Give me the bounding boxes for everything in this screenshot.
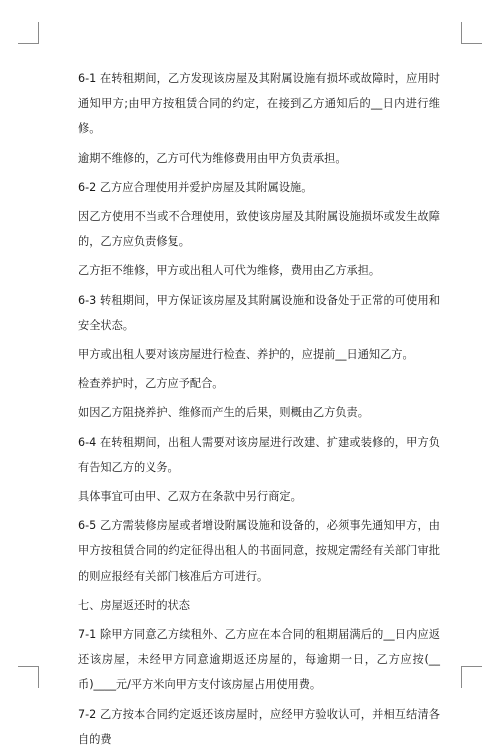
paragraph-6-2-refuse: 乙方拒不维修，甲方或出租人可代为维修，费用由乙方承担。	[78, 264, 381, 278]
crop-mark-top-right	[461, 22, 462, 44]
crop-mark-top-left-h	[18, 43, 39, 44]
section-heading-7: 七、房屋返还时的状态	[78, 598, 190, 612]
paragraph-6-3-cooperate: 检查养护时，乙方应予配合。	[78, 377, 224, 391]
paragraph-7-2: 7-2 乙方按本合同约定返还该房屋时，应经甲方验收认可，并相互结清各自的费	[78, 707, 440, 746]
crop-mark-top-right-h	[461, 43, 482, 44]
crop-mark-bottom-right	[461, 666, 462, 688]
crop-mark-bottom-left-h	[18, 666, 39, 667]
paragraph-6-4-details: 具体事宜可由甲、乙双方在条款中另行商定。	[78, 490, 302, 504]
document-body	[78, 66, 440, 756]
paragraph-6-1-overdue: 逾期不维修的，乙方可代为维修费用由甲方负责承担。	[78, 151, 347, 165]
paragraph-7-1: 7-1 除甲方同意乙方续租外、乙方应在本合同的租期届满后的__日内应返还该房屋，未经甲方同意逾期返还房屋的，每逾期一日，乙方应按(__币)____元/平方米向甲方支付该房屋占用使用费。	[78, 628, 440, 692]
crop-mark-top-left	[38, 22, 39, 44]
paragraph-6-2: 6-2 乙方应合理使用并爱护房屋及其附属设施。	[78, 180, 313, 194]
paragraph-6-1: 6-1 在转租期间，乙方发现该房屋及其附属设施有损坏或故障时，应用时通知甲方;由甲方按租赁合同的约定，在接到乙方通知后的__日内进行维修。	[78, 72, 440, 136]
paragraph-6-2-damage: 因乙方使用不当或不合理使用，致使该房屋及其附属设施损坏或发生故障的，乙方应负责修复。	[78, 210, 440, 249]
paragraph-6-4: 6-4 在转租期间，出租人需要对该房屋进行改建、扩建或装修的，甲方负有告知乙方的义务。	[78, 435, 440, 474]
paragraph-6-5: 6-5 乙方需装修房屋或者增设附属设施和设备的，必须事先通知甲方，由甲方按租赁合同的约定征得出租人的书面同意，按规定需经有关部门审批的则应报经有关部门核准后方可进行。	[78, 519, 440, 583]
crop-mark-bottom-right-h	[461, 666, 482, 667]
paragraph-6-3-notice: 甲方或出租人要对该房屋进行检查、养护的，应提前__日通知乙方。	[78, 348, 414, 362]
paragraph-6-3: 6-3 转租期间，甲方保证该房屋及其附属设施和设备处于正常的可使用和安全状态。	[78, 293, 440, 332]
crop-mark-bottom-left	[38, 666, 39, 688]
paragraph-6-3-consequence: 如因乙方阻挠养护、维修而产生的后果，则概由乙方负责。	[78, 406, 369, 420]
